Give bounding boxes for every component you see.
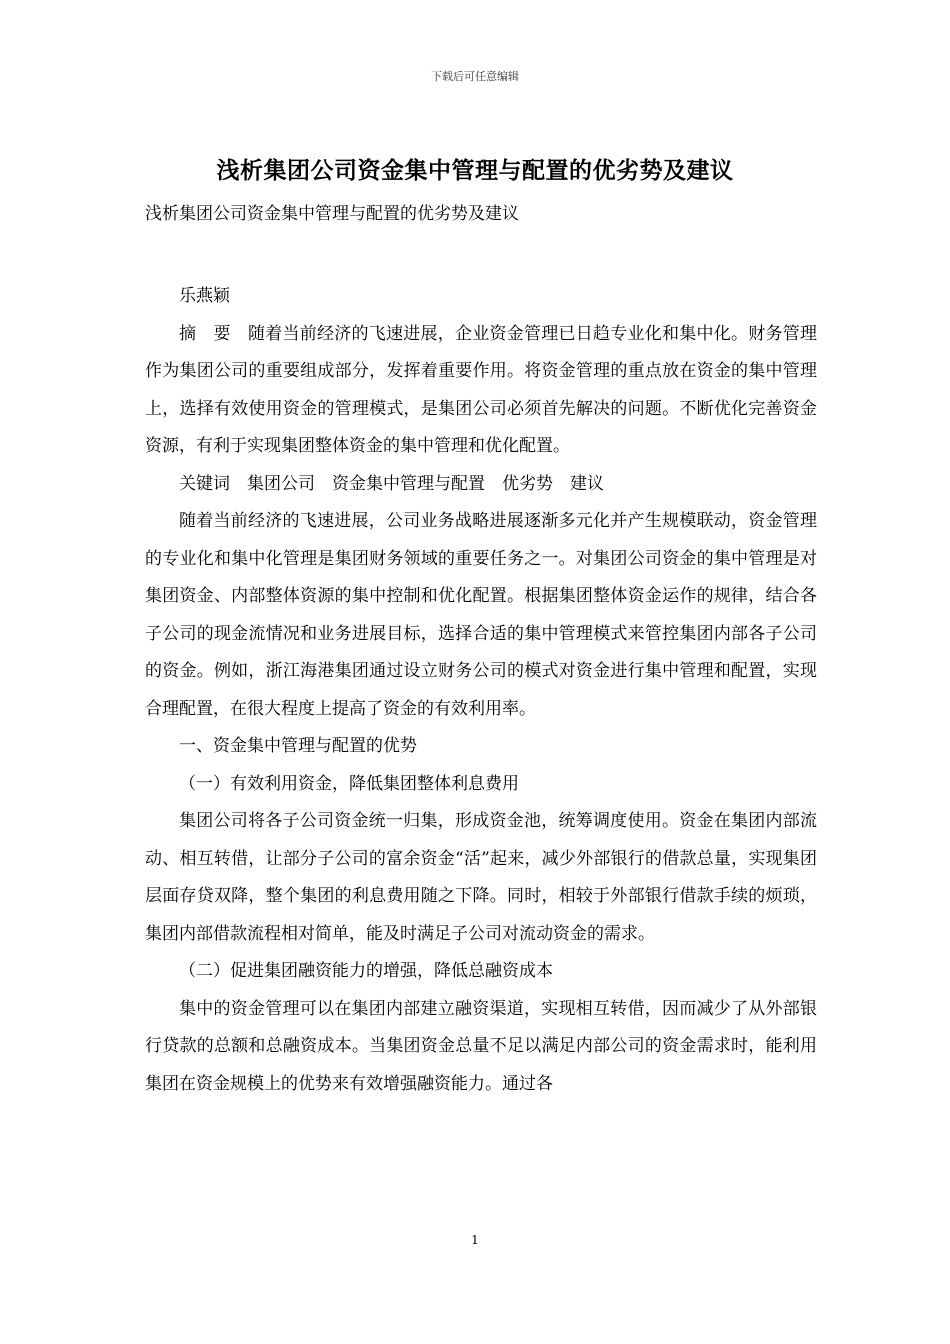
abstract-paragraph: 摘 要 随着当前经济的飞速进展，企业资金管理已日趋专业化和集中化。财务管理作为集团公司的重要组成部分，发挥着重要作用。将资金管理的重点放在资金的集中管理上，选择有效使用资金的管理模式，是集团公司必须首先解决的问题。不断优化完善资金资源，有利于实现集团整体资金的集中管理和优化配置。 xyxy=(145,323,817,456)
section-heading: 一、资金集中管理与配置的优势 xyxy=(179,736,417,756)
author-line: 乐燕颖 xyxy=(179,286,230,306)
body-paragraph: 随着当前经济的飞速进展，公司业务战略进展逐渐多元化并产生规模联动，资金管理的专业化和集中化管理是集团财务领域的重要任务之一。对集团公司资金的集中管理是对集团资金、内部整体资源的集中控制和优化配置。根据集团整体资金运作的规律，结合各子公司的现金流情况和业务进展目标，选择合适的集中管理模式来管控集团内部各子公司的资金。例如，浙江海港集团通过设立财务公司的模式对资金进行集中管理和配置，实现合理配置，在很大程度上提高了资金的有效利用率。 xyxy=(145,511,817,719)
document-subtitle: 浅析集团公司资金集中管理与配置的优劣势及建议 xyxy=(145,204,519,224)
document-body xyxy=(145,278,817,1103)
subsection-heading: （一）有效利用资金，降低集团整体利息费用 xyxy=(179,773,519,794)
document-title: 浅析集团公司资金集中管理与配置的优劣势及建议 xyxy=(216,157,734,184)
page-number: 1 xyxy=(471,1233,479,1247)
body-paragraph: 集中的资金管理可以在集团内部建立融资渠道，实现相互转借，因而减少了从外部银行贷款的总额和总融资成本。当集团资金总量不足以满足内部公司的资金需求时，能利用集团在资金规模上的优势来有效增强融资能力。通过各 xyxy=(145,998,817,1094)
body-paragraph: 集团公司将各子公司资金统一归集，形成资金池，统筹调度使用。资金在集团内部流动、相互转借，让部分子公司的富余资金“活”起来，减少外部银行的借款总量，实现集团层面存贷双降，整个集团的利息费用随之下降。同时，相较于外部银行借款手续的烦琐，集团内部借款流程相对简单，能及时满足子公司对流动资金的需求。 xyxy=(145,811,817,944)
keywords-line: 关键词 集团公司 资金集中管理与配置 优劣势 建议 xyxy=(179,473,604,494)
header-note: 下载后可任意编辑 xyxy=(431,70,519,83)
subsection-heading: （二）促进集团融资能力的增强，降低总融资成本 xyxy=(179,961,553,981)
